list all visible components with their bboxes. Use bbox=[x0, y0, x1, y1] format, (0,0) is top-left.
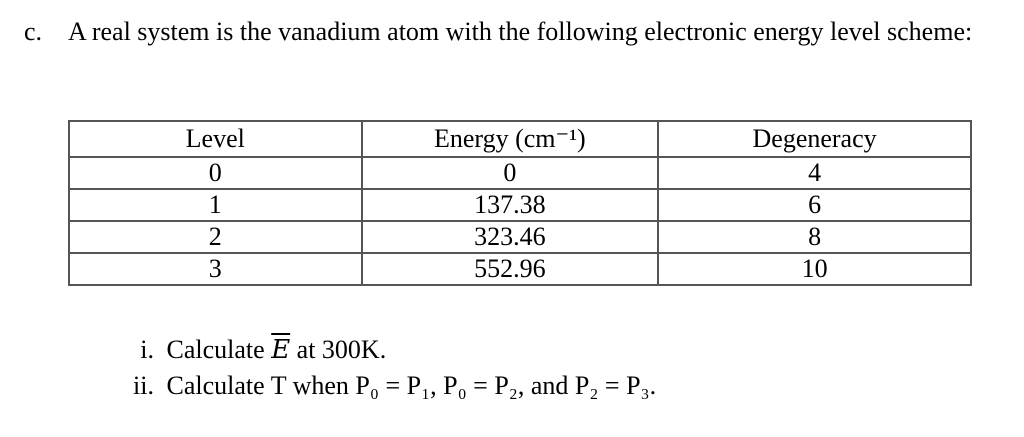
cell-degeneracy: 8 bbox=[658, 221, 971, 253]
question-number: ii. bbox=[133, 371, 154, 400]
question-text: Calculate T when P₀ = P₁, P₀ = P₂, and P₂ = P₃. bbox=[166, 371, 657, 400]
header-level: Level bbox=[69, 121, 362, 157]
table-row bbox=[69, 189, 971, 221]
cell-energy: 0 bbox=[362, 157, 659, 189]
cell-energy: 552.96 bbox=[362, 253, 659, 285]
mean-energy-symbol: $\overline{E}$ bbox=[271, 335, 291, 365]
header-degeneracy: Degeneracy bbox=[658, 121, 971, 157]
question-item bbox=[104, 332, 656, 368]
cell-level: 0 bbox=[69, 157, 362, 189]
cell-level: 2 bbox=[69, 221, 362, 253]
cell-level: 3 bbox=[69, 253, 362, 285]
cell-degeneracy: 10 bbox=[658, 253, 971, 285]
question-text-before: Calculate bbox=[166, 335, 272, 364]
table-row bbox=[69, 221, 971, 253]
cell-energy: 323.46 bbox=[362, 221, 659, 253]
question-text-after: at 300K. bbox=[290, 335, 387, 364]
question-item bbox=[104, 368, 656, 404]
cell-degeneracy: 6 bbox=[658, 189, 971, 221]
question-list bbox=[104, 332, 656, 404]
cell-energy: 137.38 bbox=[362, 189, 659, 221]
problem-marker: c. bbox=[24, 17, 43, 46]
question-text bbox=[167, 332, 387, 368]
table-row bbox=[69, 157, 971, 189]
cell-degeneracy: 4 bbox=[658, 157, 971, 189]
header-energy-label: Energy (cm⁻¹) bbox=[433, 124, 586, 153]
problem-text: A real system is the vanadium atom with the following electronic energy level scheme: bbox=[68, 17, 973, 46]
problem-statement bbox=[24, 14, 1004, 50]
table-row bbox=[69, 253, 971, 285]
cell-level: 1 bbox=[69, 189, 362, 221]
table-header-row bbox=[69, 121, 971, 157]
energy-level-table bbox=[68, 120, 972, 286]
question-number: i. bbox=[140, 335, 154, 364]
header-energy bbox=[362, 121, 659, 157]
